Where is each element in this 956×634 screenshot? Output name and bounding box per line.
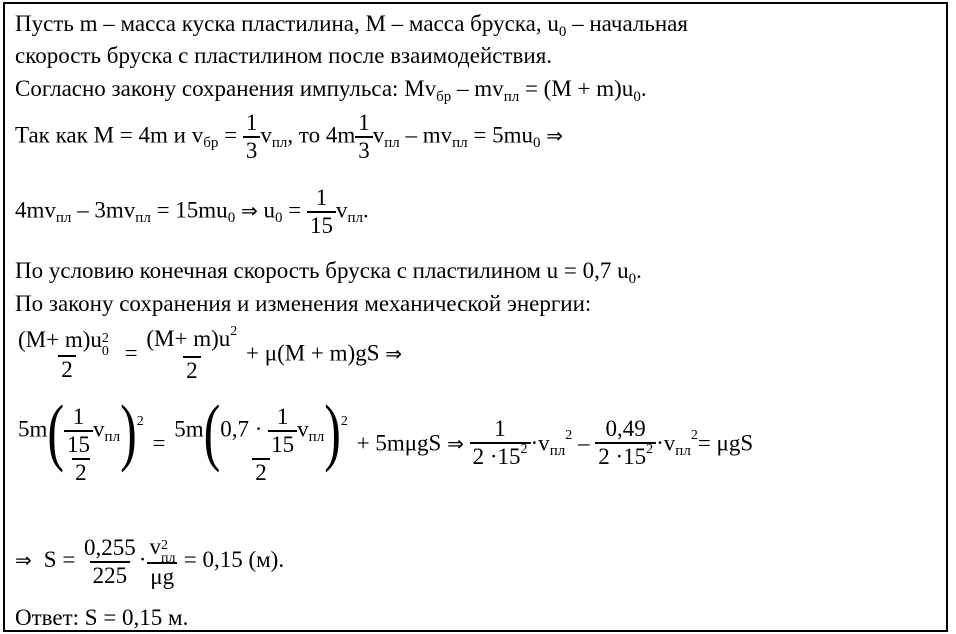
implies-symbol: ⇒: [240, 198, 258, 223]
text: – начальная: [566, 11, 688, 36]
text: По условию конечная скорость бруска с пластилином u = 0,7 u: [15, 258, 629, 283]
text: v: [297, 416, 309, 442]
text: 4mv: [15, 197, 56, 223]
numerator: [15, 327, 119, 359]
text: S: [43, 547, 57, 573]
superscript: 2: [340, 414, 348, 430]
dot: ·: [138, 547, 147, 573]
fraction: [81, 535, 139, 589]
text: v: [335, 197, 348, 223]
subscript: пл: [55, 210, 72, 227]
text: 2 ·15: [472, 444, 521, 469]
numerator: 0,255: [84, 534, 136, 560]
denominator: 15: [64, 430, 93, 458]
solution-frame: [3, 2, 948, 632]
text: .: [362, 197, 369, 223]
text: – 3mv: [71, 197, 136, 223]
superscript: 2: [646, 442, 654, 457]
numerator: [15, 389, 147, 473]
fraction: [268, 404, 297, 458]
denominator: 3: [355, 136, 373, 164]
sub-sup: [160, 536, 176, 566]
subscript: 0: [633, 89, 641, 105]
text: v: [149, 534, 161, 559]
text: Так как M = 4m и v: [15, 122, 204, 148]
superscript: 2: [230, 324, 238, 339]
numerator: [143, 326, 240, 356]
numerator: [171, 389, 351, 473]
subscript: пл: [675, 443, 691, 460]
text: =: [218, 122, 243, 148]
subscript: пл: [104, 429, 121, 446]
substituted-equation: [15, 389, 754, 486]
denominator: 2: [183, 356, 201, 384]
equals: =: [62, 547, 76, 573]
subscript: пл: [347, 210, 363, 227]
intro-line-2: скорость бруска с пластилином после взаимодействия.: [15, 43, 553, 68]
since-line: [15, 110, 563, 164]
condition-line: [15, 258, 642, 287]
superscript: 2: [136, 414, 144, 430]
subscript: пл: [452, 135, 468, 152]
text: u: [257, 197, 275, 223]
text: 2 ·15: [598, 444, 647, 469]
text: = 5mu: [467, 122, 534, 148]
subscript: пл: [271, 135, 288, 152]
text: (M+ m)u: [18, 327, 102, 353]
text: 5m: [18, 416, 48, 442]
superscript: 2: [565, 428, 573, 444]
subscript: 0: [274, 210, 283, 227]
subscript: 0: [533, 135, 541, 152]
subscript: 0: [628, 271, 637, 287]
subscript: пл: [135, 210, 151, 227]
superscript: 2: [690, 428, 698, 444]
text: Пусть m – масса куска пластилина, M – масса бруска, u: [15, 11, 559, 36]
text: + μ(M + m)gS: [246, 340, 380, 366]
numerator: [146, 534, 178, 566]
numerator: 1: [494, 416, 506, 441]
text: .: [636, 258, 642, 283]
subscript: пл: [503, 89, 520, 105]
subscript: пл: [384, 135, 400, 152]
subscript: пл: [160, 550, 176, 566]
denominator: 2: [252, 458, 270, 486]
equals: =: [152, 430, 166, 456]
subscript: бр: [203, 135, 219, 152]
subscript: 0: [558, 24, 567, 40]
implies-symbol: ⇒: [15, 548, 32, 573]
fraction: [171, 389, 351, 486]
fraction: [355, 110, 373, 164]
fraction: [143, 326, 240, 384]
text: – mv: [399, 122, 453, 148]
paren-right: ): [120, 389, 137, 473]
numerator: 0,49: [605, 416, 646, 441]
text: , то 4m: [287, 122, 356, 148]
numerator: 1: [358, 110, 370, 135]
text: = μgS: [697, 430, 754, 456]
text: – mv: [451, 76, 504, 101]
energy-law-line: По закону сохранения и изменения механической энергии:: [15, 291, 592, 316]
paren-left: (: [203, 389, 221, 473]
numerator: 1: [245, 110, 258, 135]
text: v: [260, 122, 272, 148]
text: Согласно закону сохранения импульса: Mv: [15, 76, 437, 101]
text: + 5mμgS: [356, 430, 442, 456]
text: v: [93, 416, 105, 442]
subscript: пл: [308, 429, 325, 446]
subscript: пл: [549, 443, 566, 460]
fraction: [595, 416, 656, 474]
subscript: 0: [101, 343, 109, 359]
text: = 15mu: [150, 197, 228, 223]
text: ·v: [530, 430, 550, 456]
denominator: 15: [307, 211, 336, 239]
text: =: [282, 197, 307, 223]
text: 5m: [174, 416, 204, 442]
momentum-law-line: [15, 76, 647, 105]
numerator: 1: [276, 404, 289, 429]
denominator: 15: [268, 430, 297, 458]
implies-symbol: ⇒: [447, 431, 464, 456]
numerator: 1: [315, 185, 328, 210]
denominator: [595, 442, 656, 474]
denominator: 225: [90, 561, 131, 589]
text: 0,7 ·: [220, 416, 263, 442]
superscript: 2: [160, 537, 168, 553]
subscript: 0: [227, 210, 236, 227]
fraction: [243, 110, 261, 164]
equals: =: [124, 340, 138, 366]
result-line: [15, 185, 369, 239]
intro-line-1: [15, 11, 688, 40]
paren-left: (: [47, 389, 65, 473]
text: = (M + m)u: [519, 76, 634, 101]
implies-symbol: ⇒: [385, 341, 403, 366]
answer-line: Ответ: S = 0,15 м.: [15, 605, 189, 630]
fraction: [307, 185, 336, 239]
text: v: [372, 122, 385, 148]
text: (M+ m)u: [146, 326, 231, 351]
subscript: бр: [436, 89, 452, 105]
numerator: 1: [72, 404, 85, 429]
text: ·v: [656, 430, 676, 456]
text: = 0,15 (м).: [183, 547, 285, 573]
superscript: 2: [101, 330, 109, 346]
superscript: 2: [520, 442, 528, 457]
denominator: 3: [243, 136, 261, 164]
denominator: 2: [72, 458, 90, 486]
implies-symbol: ⇒: [546, 123, 564, 148]
denominator: μg: [147, 562, 177, 590]
text: .: [640, 76, 647, 101]
distance-result: [15, 534, 284, 590]
sub-sup: [101, 329, 116, 359]
fraction: [146, 534, 178, 590]
minus: –: [577, 430, 590, 456]
energy-equation: [15, 326, 402, 384]
paren-right: ): [324, 389, 341, 473]
fraction: [15, 327, 119, 383]
fraction: [470, 416, 531, 474]
fraction: [15, 389, 147, 486]
denominator: 2: [58, 355, 76, 383]
denominator: [470, 442, 531, 474]
fraction: [64, 404, 93, 458]
